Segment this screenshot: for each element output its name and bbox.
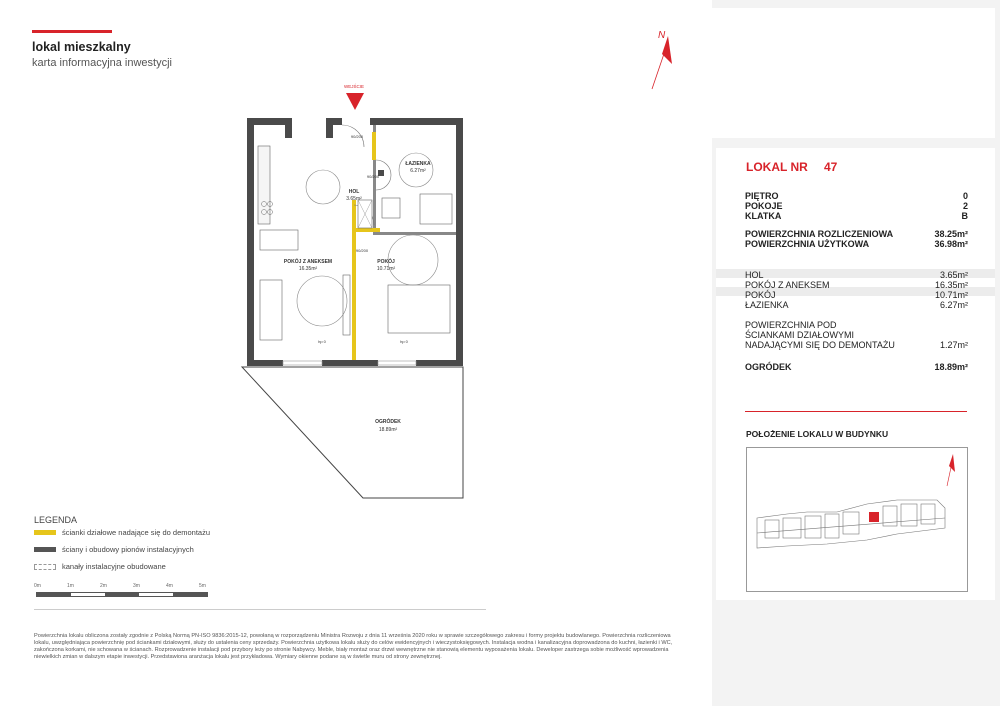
hp-label: hp 0 (400, 339, 408, 344)
info-row-pow-rozl: POWIERZCHNIA ROZLICZENIOWA 38.25m² (745, 229, 968, 239)
north-arrow-mini-icon (949, 454, 955, 472)
floor-plan (230, 80, 480, 505)
legend-label: kanały instalacyjne obudowane (62, 562, 166, 571)
building-plan-thumbnail (747, 448, 967, 591)
info-row-klatka: KLATKA B (745, 211, 968, 221)
room-row: POKÓJ Z ANEKSEM 16.35m² (745, 280, 968, 290)
lokal-number: 47 (824, 160, 838, 174)
room-label-pokoj: POKÓJ (377, 259, 395, 265)
scale-tick: 1m (67, 583, 74, 589)
page-title: lokal mieszkalny (32, 40, 131, 54)
room-label-ogrodek: OGRÓDEK (375, 419, 401, 425)
legend-item (34, 562, 166, 571)
legend-title: LEGENDA (34, 515, 78, 525)
room-area-pokoj: 10.71m² (376, 266, 396, 272)
room-row: ŁAZIENKA 6.27m² (745, 300, 968, 310)
lokal-label: LOKAL NR (746, 160, 808, 174)
info-row-pietro: PIĘTRO 0 (745, 191, 968, 201)
room-row: POKÓJ 10.71m² (745, 290, 968, 300)
info-row-pow-uzyt: POWIERZCHNIA UŻYTKOWA 36.98m² (745, 239, 968, 249)
legend-item (34, 545, 194, 554)
scale-tick: 3m (133, 583, 140, 589)
room-label-hol: HOL (348, 189, 360, 195)
bathtub (420, 194, 452, 224)
north-label: N (658, 30, 666, 41)
scale-bar (36, 592, 208, 597)
legend-label: ściany i obudowy pionów instalacyjnych (62, 545, 194, 554)
info-row-ogrodek: OGRÓDEK 18.89m² (745, 362, 968, 372)
scale-tick: 5m (199, 583, 206, 589)
door-label: 90/200 (366, 174, 380, 179)
location-title: POŁOŻENIE LOKALU W BUDYNKU (746, 429, 889, 439)
divider (34, 609, 486, 610)
scale-tick: 4m (166, 583, 173, 589)
room-row: HOL 3.65m² (745, 270, 968, 280)
info-panel-top (712, 8, 995, 138)
scale-tick: 0m (34, 583, 41, 589)
room-area-hol: 3.65m² (346, 196, 362, 202)
pod-line-3: NADAJĄCYMI SIĘ DO DEMONTAŻU 1.27m² (745, 340, 968, 350)
building-outline (757, 500, 945, 548)
legend-swatch (34, 547, 56, 552)
info-row-pokoje: POKOJE 2 (745, 201, 968, 211)
room-area-pokoj-aneks: 16.35m² (298, 266, 318, 272)
kitchen-counter (258, 146, 270, 224)
room-area-lazienka: 6.27m² (410, 168, 426, 174)
entrance-arrow-icon (346, 93, 364, 110)
bed (388, 285, 450, 333)
highlighted-unit (869, 512, 879, 522)
header-accent-line (32, 30, 112, 33)
washbasin (382, 198, 400, 218)
section-divider (745, 411, 967, 412)
room-label-lazienka: ŁAZIENKA (405, 161, 431, 167)
north-arrow-icon (650, 24, 680, 94)
dining-table (260, 230, 298, 250)
legend-label: ścianki działowe nadające się do demontażu (62, 528, 211, 537)
legend-swatch (34, 530, 56, 535)
room-label-pokoj-aneks: POKÓJ Z ANEKSEM (283, 259, 333, 265)
door-label: 90/200 (355, 248, 369, 253)
hp-label: hp 0 (318, 339, 326, 344)
sofa (260, 280, 282, 340)
page-subtitle: karta informacyjna inwestycji (32, 57, 172, 69)
pod-line-1: POWIERZCHNIA POD (745, 320, 837, 330)
pod-line-2: ŚCIANKAMI DZIAŁOWYMI (745, 330, 855, 340)
scale-labels (34, 583, 206, 589)
legend-item (34, 528, 210, 537)
scale-tick: 2m (100, 583, 107, 589)
entrance-label: WEJŚCIE (344, 84, 365, 89)
room-area-ogrodek: 18.89m² (378, 427, 398, 433)
legend-swatch (34, 564, 56, 570)
footnote: Powierzchnia lokalu obliczona zostały zgodnie z Polską Normą PN-ISO 9836:2015-12, powołaną w rozporządzeniu Ministra Rozwoju z dnia 11 września 2020 roku w sprawie szczegółowego zakresu i formy projektu budowlanego. Powierzchnia rozliczeniowa lokalu, uwzględniająca powierzchnię pod ściankami działowymi, służy do ustalenia ceny sprzedaży. Powierzchnia użytkowa lokalu służy do celów ewidencyjnych i wieczystoksięgowych. Instalacja wodna i kanalizacyjna doprowadzona do kuchni, łazienki i WC, zakończona korkami, nie schowana w ścianach. Rozprowadzenie instalacji pod przybory leży po stronie Nabywcy. Meble, biały montaż oraz drzwi wewnętrzne nie stanowią elementu wyposażenia lokalu. Deweloper zastrzega sobie możliwość wprowadzenia niewielkich zmian w dalszym etapie inwestycji. Przedstawiona aranżacja lokalu jest przykładowa. Wymiary okienne podane są w świetle muru od strony zewnętrznej. (34, 633, 673, 660)
door-label: 90/200 (350, 134, 364, 139)
garden-outline (242, 367, 463, 498)
building-location-map (746, 447, 968, 592)
